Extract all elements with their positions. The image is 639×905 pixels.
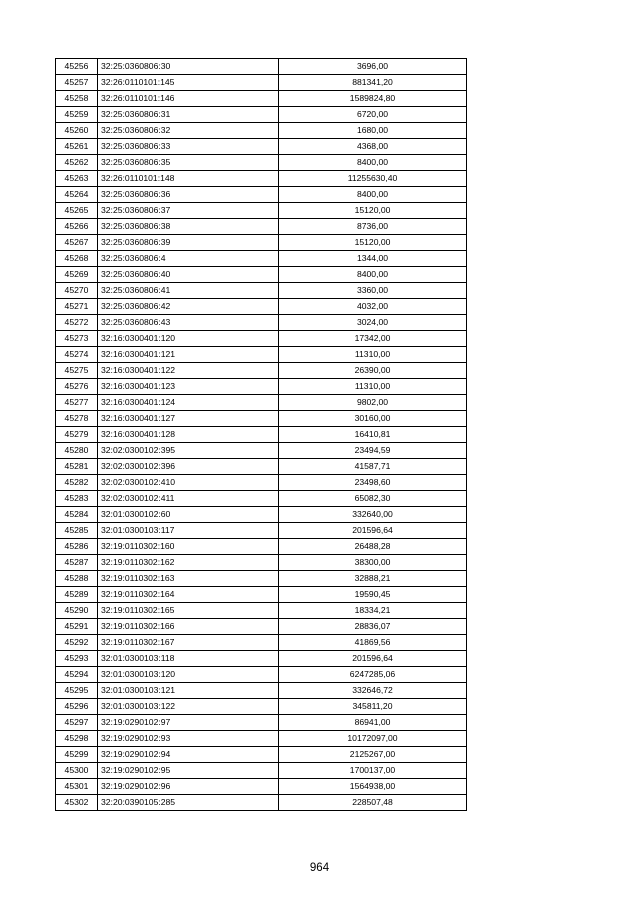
cadastral-number-cell: 32:16:0300401:121: [98, 347, 279, 363]
cadastral-value-cell: 1564938,00: [279, 779, 467, 795]
row-number-cell: 45277: [56, 395, 98, 411]
table-row: [56, 651, 467, 667]
cadastral-value-cell: 332646,72: [279, 683, 467, 699]
cadastral-number-cell: 32:25:0360806:4: [98, 251, 279, 267]
cadastral-number-cell: 32:19:0290102:93: [98, 731, 279, 747]
cadastral-value-cell: 881341,20: [279, 75, 467, 91]
row-number-cell: 45282: [56, 475, 98, 491]
cadastral-value-cell: 23494,59: [279, 443, 467, 459]
cadastral-number-cell: 32:02:0300102:395: [98, 443, 279, 459]
cadastral-number-cell: 32:25:0360806:33: [98, 139, 279, 155]
table-row: [56, 603, 467, 619]
row-number-cell: 45264: [56, 187, 98, 203]
row-number-cell: 45294: [56, 667, 98, 683]
cadastral-number-cell: 32:26:0110101:146: [98, 91, 279, 107]
cadastral-value-cell: 41869,56: [279, 635, 467, 651]
cadastral-number-cell: 32:16:0300401:124: [98, 395, 279, 411]
table-row: [56, 587, 467, 603]
cadastral-value-cell: 19590,45: [279, 587, 467, 603]
row-number-cell: 45276: [56, 379, 98, 395]
table-row: [56, 267, 467, 283]
cadastral-value-cell: 8400,00: [279, 187, 467, 203]
cadastral-number-cell: 32:25:0360806:41: [98, 283, 279, 299]
row-number-cell: 45284: [56, 507, 98, 523]
cadastral-value-cell: 26488,28: [279, 539, 467, 555]
cadastral-value-cell: 17342,00: [279, 331, 467, 347]
cadastral-number-cell: 32:19:0110302:167: [98, 635, 279, 651]
cadastral-value-cell: 6247285,06: [279, 667, 467, 683]
table-row: [56, 187, 467, 203]
table-row: [56, 219, 467, 235]
row-number-cell: 45298: [56, 731, 98, 747]
cadastral-number-cell: 32:19:0290102:97: [98, 715, 279, 731]
table-row: [56, 283, 467, 299]
cadastral-value-cell: 4032,00: [279, 299, 467, 315]
cadastral-number-cell: 32:25:0360806:40: [98, 267, 279, 283]
table-row: [56, 507, 467, 523]
cadastral-number-cell: 32:01:0300103:122: [98, 699, 279, 715]
cadastral-number-cell: 32:19:0290102:95: [98, 763, 279, 779]
cadastral-number-cell: 32:02:0300102:410: [98, 475, 279, 491]
table-row: [56, 155, 467, 171]
cadastral-number-cell: 32:19:0110302:165: [98, 603, 279, 619]
table-row: [56, 747, 467, 763]
row-number-cell: 45293: [56, 651, 98, 667]
table-row: [56, 635, 467, 651]
cadastral-value-cell: 3360,00: [279, 283, 467, 299]
cadastral-number-cell: 32:25:0360806:43: [98, 315, 279, 331]
table-row: [56, 171, 467, 187]
table-row: [56, 443, 467, 459]
table-row: [56, 683, 467, 699]
table-row: [56, 315, 467, 331]
row-number-cell: 45300: [56, 763, 98, 779]
cadastral-value-cell: 1700137,00: [279, 763, 467, 779]
cadastral-value-cell: 3696,00: [279, 59, 467, 75]
cadastral-value-cell: 8736,00: [279, 219, 467, 235]
table-row: [56, 331, 467, 347]
cadastral-value-cell: 332640,00: [279, 507, 467, 523]
row-number-cell: 45299: [56, 747, 98, 763]
cadastral-number-cell: 32:19:0110302:162: [98, 555, 279, 571]
cadastral-value-cell: 16410,81: [279, 427, 467, 443]
cadastral-value-cell: 11255630,40: [279, 171, 467, 187]
cadastral-value-cell: 28836,07: [279, 619, 467, 635]
cadastral-value-cell: 32888,21: [279, 571, 467, 587]
row-number-cell: 45291: [56, 619, 98, 635]
table-row: [56, 299, 467, 315]
cadastral-value-cell: 1589824,80: [279, 91, 467, 107]
cadastral-value-cell: 41587,71: [279, 459, 467, 475]
table-row: [56, 203, 467, 219]
table-row: [56, 779, 467, 795]
cadastral-number-cell: 32:01:0300102:60: [98, 507, 279, 523]
row-number-cell: 45283: [56, 491, 98, 507]
page-number: 964: [309, 862, 330, 874]
row-number-cell: 45281: [56, 459, 98, 475]
table-row: [56, 667, 467, 683]
cadastral-value-cell: 345811,20: [279, 699, 467, 715]
cadastral-value-cell: 10172097,00: [279, 731, 467, 747]
row-number-cell: 45265: [56, 203, 98, 219]
table-row: [56, 715, 467, 731]
row-number-cell: 45290: [56, 603, 98, 619]
cadastral-value-cell: 3024,00: [279, 315, 467, 331]
row-number-cell: 45295: [56, 683, 98, 699]
table-row: [56, 107, 467, 123]
row-number-cell: 45278: [56, 411, 98, 427]
cadastral-number-cell: 32:20:0390105:285: [98, 795, 279, 811]
cadastral-number-cell: 32:19:0110302:160: [98, 539, 279, 555]
cadastral-number-cell: 32:19:0290102:96: [98, 779, 279, 795]
cadastral-number-cell: 32:25:0360806:30: [98, 59, 279, 75]
cadastral-number-cell: 32:01:0300103:121: [98, 683, 279, 699]
cadastral-value-cell: 38300,00: [279, 555, 467, 571]
row-number-cell: 45274: [56, 347, 98, 363]
cadastral-value-cell: 26390,00: [279, 363, 467, 379]
cadastral-value-cell: 30160,00: [279, 411, 467, 427]
row-number-cell: 45287: [56, 555, 98, 571]
row-number-cell: 45256: [56, 59, 98, 75]
cadastral-number-cell: 32:25:0360806:38: [98, 219, 279, 235]
cadastral-number-cell: 32:01:0300103:117: [98, 523, 279, 539]
cadastral-value-cell: 8400,00: [279, 267, 467, 283]
table-row: [56, 379, 467, 395]
cadastral-value-cell: 9802,00: [279, 395, 467, 411]
cadastral-number-cell: 32:19:0110302:163: [98, 571, 279, 587]
row-number-cell: 45261: [56, 139, 98, 155]
cadastral-number-cell: 32:16:0300401:120: [98, 331, 279, 347]
cadastral-value-cell: 6720,00: [279, 107, 467, 123]
cadastral-number-cell: 32:25:0360806:36: [98, 187, 279, 203]
cadastral-number-cell: 32:16:0300401:123: [98, 379, 279, 395]
table-row: [56, 571, 467, 587]
table-row: [56, 139, 467, 155]
table-row: [56, 347, 467, 363]
row-number-cell: 45301: [56, 779, 98, 795]
row-number-cell: 45296: [56, 699, 98, 715]
cadastral-number-cell: 32:25:0360806:31: [98, 107, 279, 123]
table-row: [56, 523, 467, 539]
row-number-cell: 45266: [56, 219, 98, 235]
row-number-cell: 45273: [56, 331, 98, 347]
row-number-cell: 45263: [56, 171, 98, 187]
cadastral-number-cell: 32:16:0300401:128: [98, 427, 279, 443]
table-row: [56, 731, 467, 747]
cadastral-value-cell: 23498,60: [279, 475, 467, 491]
row-number-cell: 45297: [56, 715, 98, 731]
row-number-cell: 45260: [56, 123, 98, 139]
cadastral-value-cell: 201596,64: [279, 523, 467, 539]
cadastral-number-cell: 32:19:0110302:164: [98, 587, 279, 603]
row-number-cell: 45259: [56, 107, 98, 123]
cadastral-number-cell: 32:02:0300102:396: [98, 459, 279, 475]
cadastral-number-cell: 32:19:0110302:166: [98, 619, 279, 635]
row-number-cell: 45292: [56, 635, 98, 651]
row-number-cell: 45280: [56, 443, 98, 459]
row-number-cell: 45279: [56, 427, 98, 443]
cadastral-value-cell: 228507,48: [279, 795, 467, 811]
row-number-cell: 45288: [56, 571, 98, 587]
row-number-cell: 45257: [56, 75, 98, 91]
table-row: [56, 475, 467, 491]
cadastral-number-cell: 32:01:0300103:120: [98, 667, 279, 683]
cadastral-value-cell: 1680,00: [279, 123, 467, 139]
table-row: [56, 491, 467, 507]
row-number-cell: 45258: [56, 91, 98, 107]
table-row: [56, 459, 467, 475]
table-row: [56, 539, 467, 555]
table-row: [56, 795, 467, 811]
row-number-cell: 45268: [56, 251, 98, 267]
cadastral-value-cell: 15120,00: [279, 235, 467, 251]
cadastral-number-cell: 32:25:0360806:35: [98, 155, 279, 171]
cadastral-value-cell: 18334,21: [279, 603, 467, 619]
table-row: [56, 395, 467, 411]
cadastral-value-cell: 11310,00: [279, 379, 467, 395]
cadastral-value-cell: 4368,00: [279, 139, 467, 155]
cadastral-value-cell: 8400,00: [279, 155, 467, 171]
table-row: [56, 91, 467, 107]
cadastral-number-cell: 32:26:0110101:148: [98, 171, 279, 187]
cadastral-number-cell: 32:16:0300401:122: [98, 363, 279, 379]
cadastral-number-cell: 32:25:0360806:32: [98, 123, 279, 139]
cadastral-value-cell: 201596,64: [279, 651, 467, 667]
cadastral-number-cell: 32:25:0360806:42: [98, 299, 279, 315]
row-number-cell: 45269: [56, 267, 98, 283]
row-number-cell: 45262: [56, 155, 98, 171]
table-row: [56, 59, 467, 75]
table-row: [56, 363, 467, 379]
cadastral-number-cell: 32:25:0360806:37: [98, 203, 279, 219]
row-number-cell: 45285: [56, 523, 98, 539]
table-row: [56, 251, 467, 267]
row-number-cell: 45286: [56, 539, 98, 555]
cadastral-number-cell: 32:02:0300102:411: [98, 491, 279, 507]
table-body: [56, 59, 467, 811]
table-row: [56, 763, 467, 779]
row-number-cell: 45267: [56, 235, 98, 251]
row-number-cell: 45289: [56, 587, 98, 603]
cadastral-value-cell: 2125267,00: [279, 747, 467, 763]
table-row: [56, 619, 467, 635]
cadastral-number-cell: 32:16:0300401:127: [98, 411, 279, 427]
table-row: [56, 123, 467, 139]
table-row: [56, 235, 467, 251]
cadastral-value-table: [55, 58, 467, 811]
table-row: [56, 699, 467, 715]
cadastral-value-cell: 1344,00: [279, 251, 467, 267]
cadastral-number-cell: 32:19:0290102:94: [98, 747, 279, 763]
cadastral-number-cell: 32:25:0360806:39: [98, 235, 279, 251]
table-row: [56, 75, 467, 91]
table-row: [56, 411, 467, 427]
row-number-cell: 45302: [56, 795, 98, 811]
row-number-cell: 45270: [56, 283, 98, 299]
table-row: [56, 555, 467, 571]
cadastral-value-cell: 86941,00: [279, 715, 467, 731]
cadastral-value-cell: 11310,00: [279, 347, 467, 363]
cadastral-value-cell: 15120,00: [279, 203, 467, 219]
cadastral-value-cell: 65082,30: [279, 491, 467, 507]
table-row: [56, 427, 467, 443]
cadastral-number-cell: 32:01:0300103:118: [98, 651, 279, 667]
row-number-cell: 45272: [56, 315, 98, 331]
row-number-cell: 45275: [56, 363, 98, 379]
row-number-cell: 45271: [56, 299, 98, 315]
cadastral-number-cell: 32:26:0110101:145: [98, 75, 279, 91]
